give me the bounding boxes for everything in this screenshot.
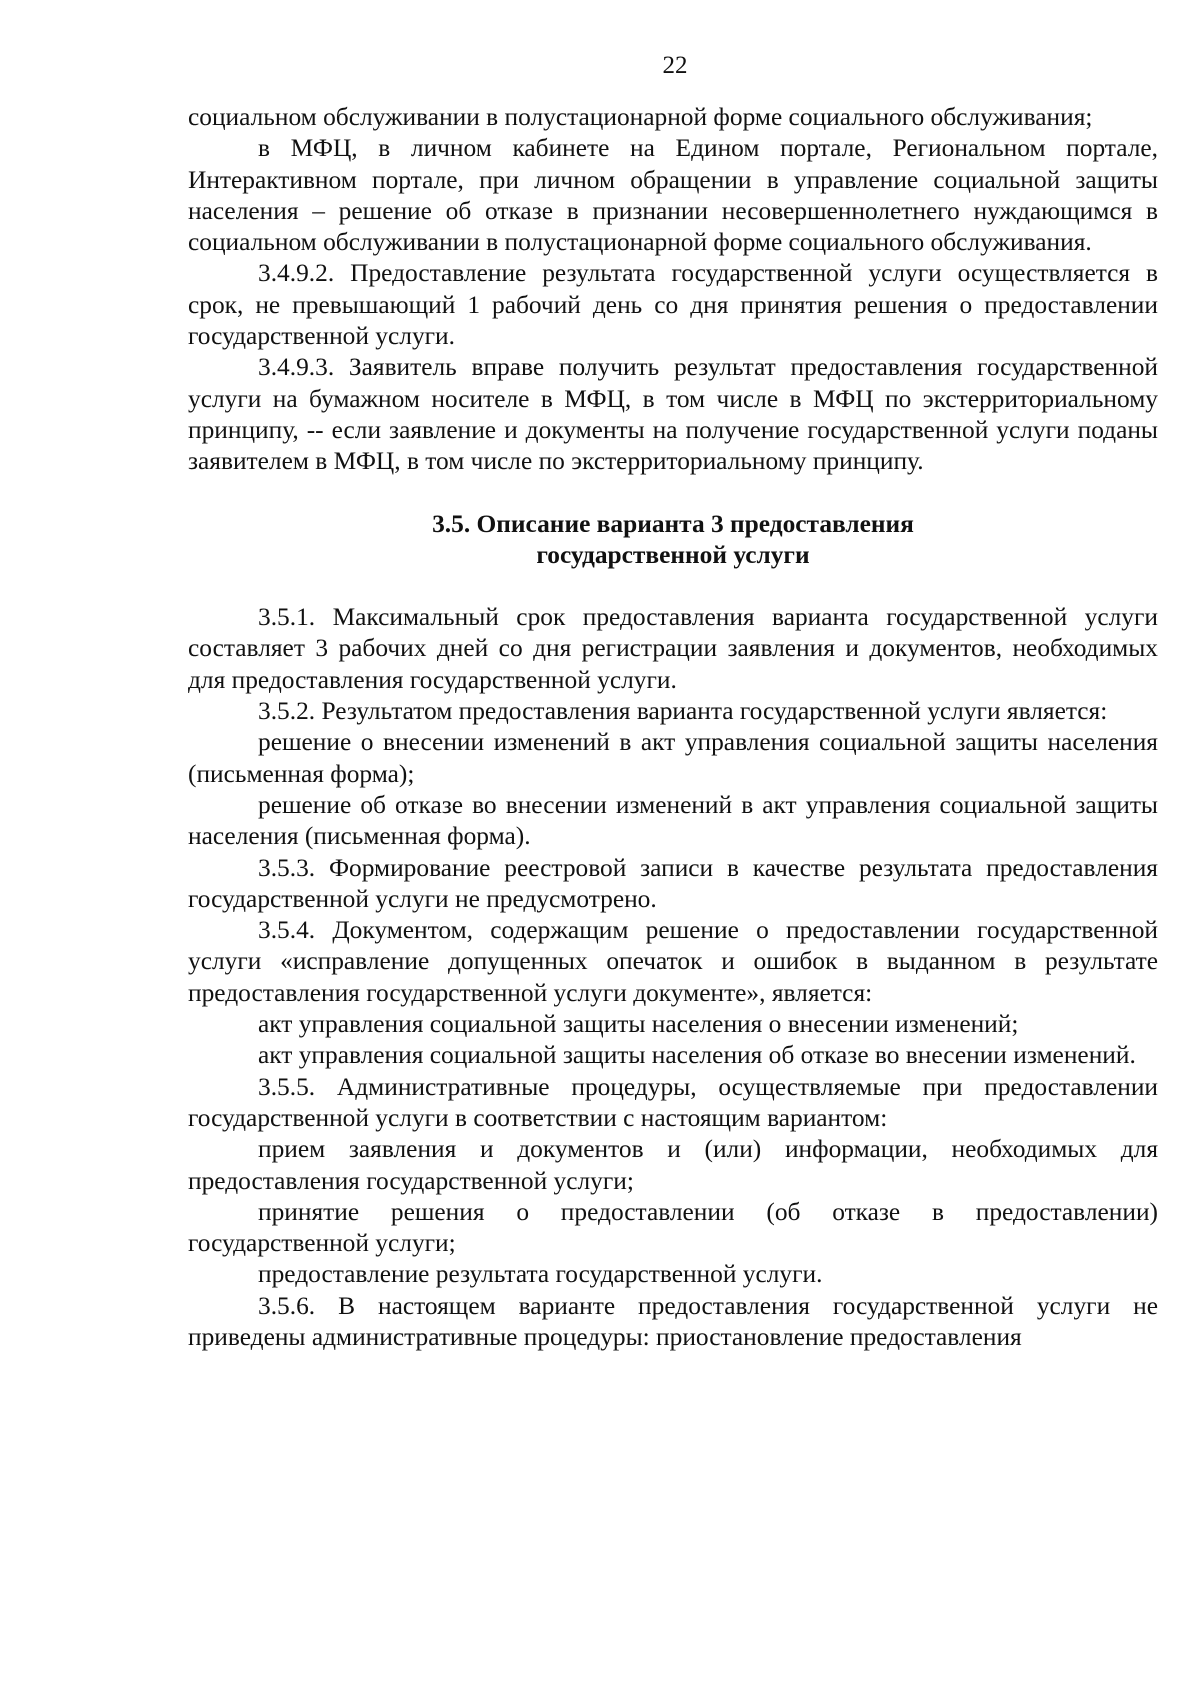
paragraph-3-5-5: 3.5.5. Административные процедуры, осуществляемые при предоставлении государственной услуги в соответствии с настоящим вариантом: [188,1072,1158,1132]
paragraph-3-5-1: 3.5.1. Максимальный срок предоставления варианта государственной услуги составляет 3 рабочих дней со дня регистрации заявления и документов, необходимых для предоставления государственной услуги. [188,603,1158,694]
paragraph-3-5-6: 3.5.6. В настоящем варианте предоставления государственной услуги не приведены административные процедуры: приостановление предоставления [188,1291,1158,1351]
page-number: 22 [662,52,688,79]
result-item-decision-changes: решение о внесении изменений в акт управления социальной защиты населения (письменная форма); [188,728,1158,788]
procedure-item-decision: принятие решения о предоставлении (об отказе в предоставлении) государственной услуги; [188,1197,1158,1258]
spacer [188,571,1158,602]
paragraph-3-4-9-2: 3.4.9.2. Предоставление результата государственной услуги осуществляется в срок, не превышающий 1 рабочий день со дня принятия решения о предоставлении государственной услуги. [188,259,1158,351]
section-heading-line-1: 3.5. Описание варианта 3 предоставления [432,509,914,538]
document-item-act-refusal: акт управления социальной защиты населения об отказе во внесении изменений. [258,1041,1136,1070]
procedure-item-reception: прием заявления и документов и (или) информации, необходимых для предоставления государственной услуги; [188,1135,1158,1195]
paragraph-3-5-4: 3.5.4. Документом, содержащим решение о предоставлении государственной услуги «исправление допущенных опечаток и ошибок в выданном в результате предоставления государственной услуги документе», является: [188,916,1158,1007]
paragraph-3-4-9-3: 3.4.9.3. Заявитель вправе получить результат предоставления государственной услуги на бумажном носителе в МФЦ, в том числе в МФЦ по экстерриториальному принципу, -- если заявление и документы на получение государственной услуги поданы заявителем в МФЦ, в том числе по экстерриториальному принципу. [188,353,1158,476]
spacer [188,478,1158,509]
document-item-act-changes: акт управления социальной защиты населения о внесении изменений; [258,1010,1019,1039]
procedure-item-result: предоставление результата государственной услуги. [258,1260,823,1289]
section-heading-line-2: государственной услуги [536,540,810,569]
paragraph-3-5-3: 3.5.3. Формирование реестровой записи в качестве результата предоставления государственной услуги не предусмотрено. [188,853,1158,913]
paragraph-3-5-2: 3.5.2. Результатом предоставления варианта государственной услуги является: [258,697,1108,726]
document-body [188,102,1158,1353]
paragraph-continuation: социальном обслуживании в полустационарной форме социального обслуживания; [188,103,1093,131]
paragraph-mfc-refusal: в МФЦ, в личном кабинете на Едином портале, Региональном портале, Интерактивном портале, при личном обращении в управление социальной защиты населения – решение об отказе в признании несовершеннолетнего нуждающимся в социальном обслуживании в полустационарной форме социального обслуживания. [188,134,1158,257]
result-item-decision-refusal: решение об отказе во внесении изменений в акт управления социальной защиты населения (письменная форма). [188,790,1158,851]
